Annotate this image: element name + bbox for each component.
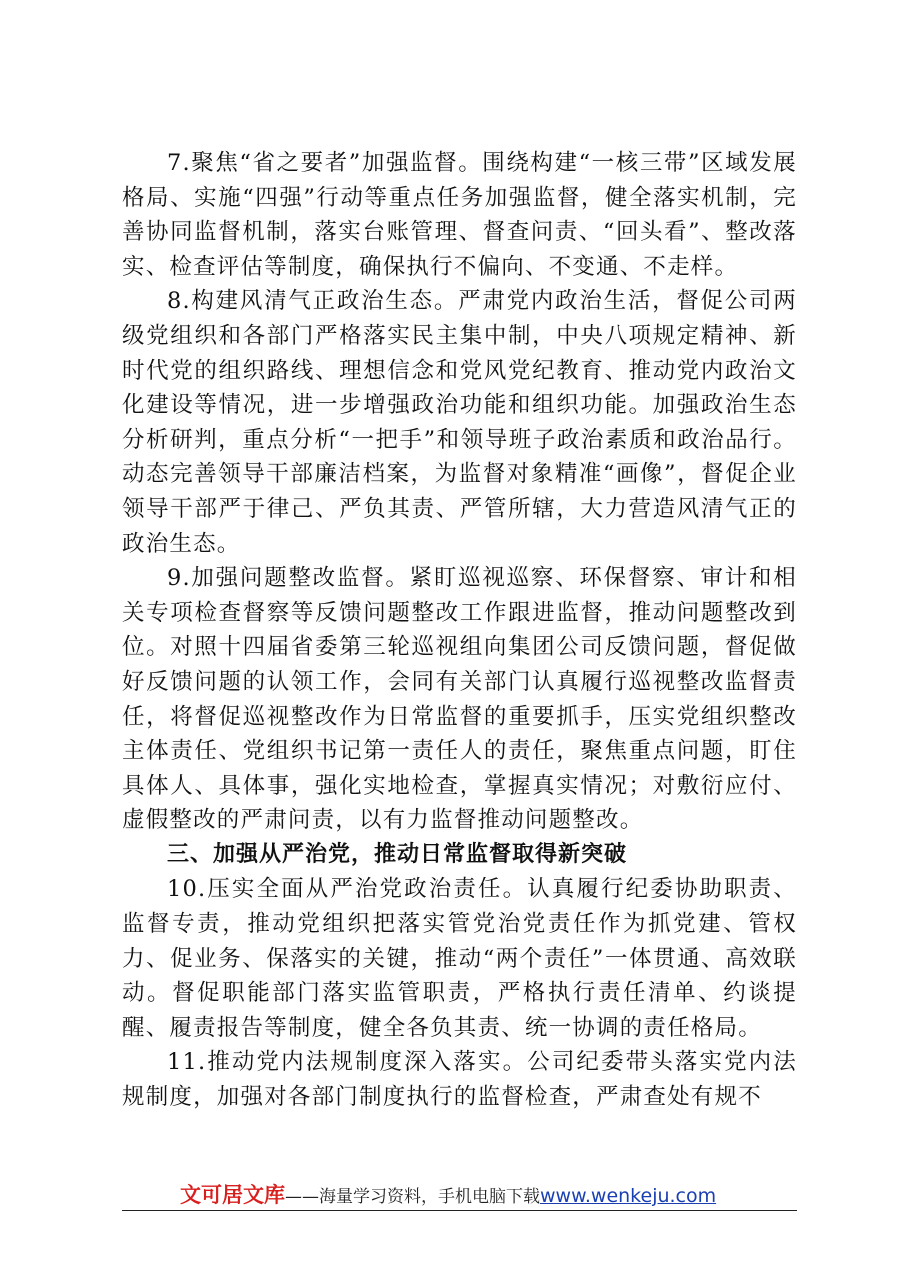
paragraph-11: 11.推动党内法规制度深入落实。公司纪委带头落实党内法规制度，加强对各部门制度执行的监督检查，严肃查处有规不 [122,1049,797,1111]
paragraph-8: 8.构建风清气正政治生态。严肃党内政治生活，督促公司两级党组织和各部门严格落实民主集中制，中央八项规定精神、新时代党的组织路线、理想信念和党风党纪教育、推动党内政治文化建设等情况，进一步增强政治功能和组织功能。加强政治生态分析研判，重点分析“一把手”和领导班子政治素质和政治品行。动态完善领导干部廉洁档案，为监督对象精准“画像”，督促企业领导干部严于律己、严负其责、严管所辖，大力营造风清气正的政治生态。 [122,288,797,557]
footer-tagline: ——海量学习资料，手机电脑下载 [285,1187,540,1207]
footer-brand-logo: 文可居文库 [180,1183,285,1207]
paragraph-7: 7.聚焦“省之要者”加强监督。围绕构建“一核三带”区域发展格局、实施“四强”行动等重点任务加强监督，健全落实机制，完善协同监督机制，落实台账管理、督查问责、“回头看”、整改落实、检查评估等制度，确保执行不偏向、不变通、不走样。 [122,150,797,280]
footer-divider [122,1210,797,1211]
page-footer [180,1183,716,1209]
paragraph-10: 10.压实全面从严治党政治责任。认真履行纪委协助职责、监督专责，推动党组织把落实管党治党责任作为抓党建、管权力、促业务、保落实的关键，推动“两个责任”一体贯通、高效联动。督促职能部门落实监管职责，严格执行责任清单、约谈提醒、履责报告等制度，健全各负其责、统一协调的责任格局。 [122,876,797,1041]
document-body [122,146,797,1115]
paragraph-9: 9.加强问题整改监督。紧盯巡视巡察、环保督察、审计和相关专项检查督察等反馈问题整改工作跟进监督，推动问题整改到位。对照十四届省委第三轮巡视组向集团公司反馈问题，督促做好反馈问题的认领工作，会同有关部门认真履行巡视整改监督责任，将督促巡视整改作为日常监督的重要抓手，压实党组织整改主体责任、党组织书记第一责任人的责任，聚焦重点问题，盯住具体人、具体事，强化实地检查，掌握真实情况；对敷衍应付、虚假整改的严肃问责，以有力监督推动问题整改。 [122,565,797,834]
footer-website-link[interactable]: www.wenkeju.com [540,1185,717,1207]
section-heading: 三、加强从严治党，推动日常监督取得新突破 [167,841,628,867]
